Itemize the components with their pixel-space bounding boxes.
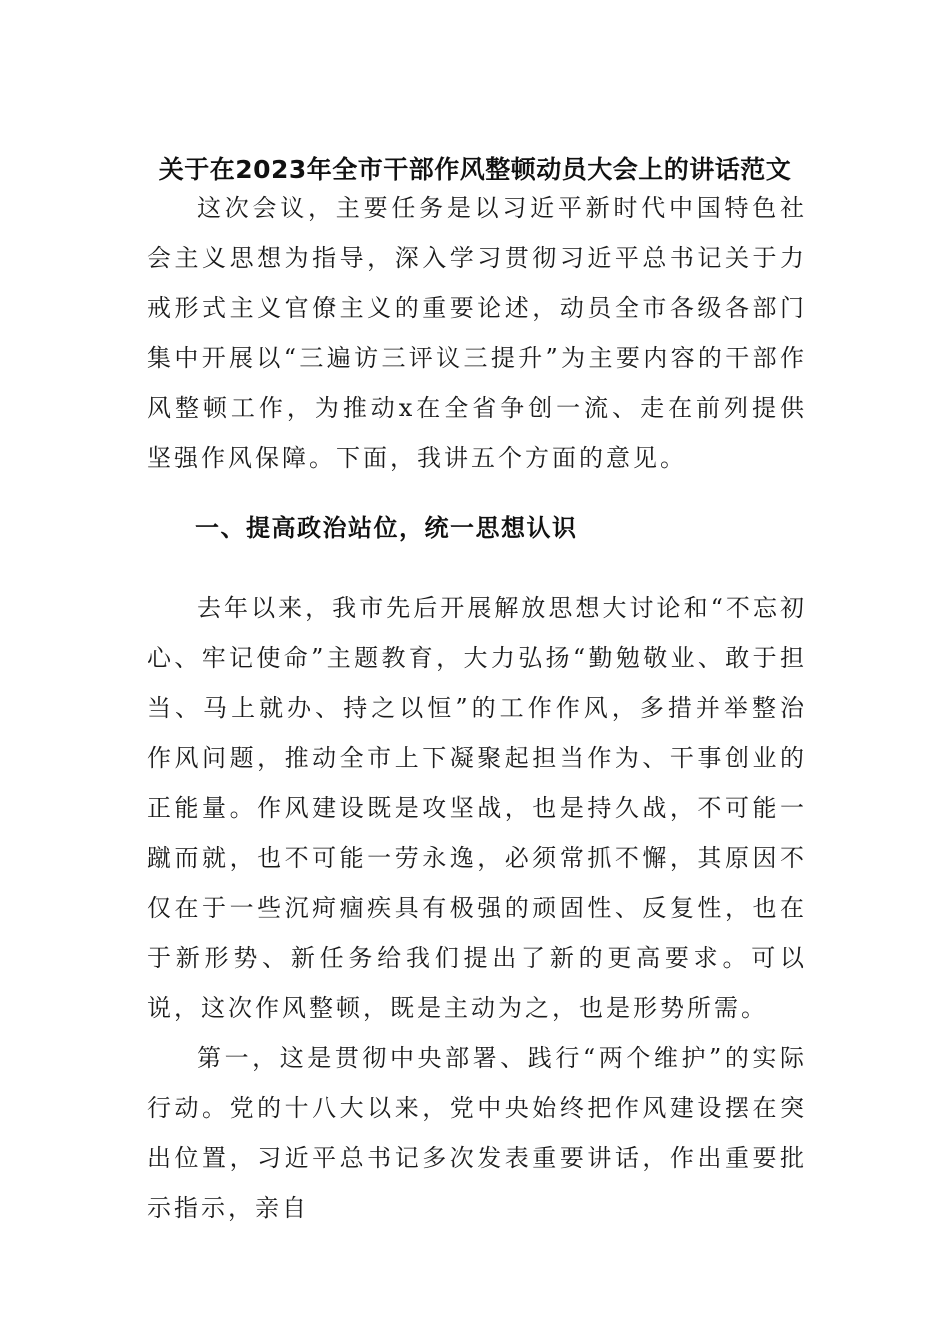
section-heading: 一、提高政治站位，统一思想认识 [195, 514, 578, 542]
body-paragraph: 去年以来，我市先后开展解放思想大讨论和“不忘初心、牢记使命”主题教育，大力弘扬“勤勉敬业、敢于担当、马上就办、持之以恒”的工作作风，多措并举整治作风问题，推动全市上下凝聚起担当作为、干事创业的正能量。作风建设既是攻坚战，也是持久战，不可能一蹴而就，也不可能一劳永逸，必须常抓不懈，其原因不仅在于一些沉疴痼疾具有极强的顽固性、反复性，也在于新形势、新任务给我们提出了新的更高要求。可以说，这次作风整顿，既是主动为之，也是形势所需。 [147, 594, 807, 1022]
document-title: 关于在2023年全市干部作风整顿动员大会上的讲话范文 [158, 154, 792, 184]
intro-paragraph: 这次会议，主要任务是以习近平新时代中国特色社会主义思想为指导，深入学习贯彻习近平总书记关于力戒形式主义官僚主义的重要论述，动员全市各级各部门集中开展以“三遍访三评议三提升”为主要内容的干部作风整顿工作，为推动x在全省争创一流、走在前列提供坚强作风保障。下面，我讲五个方面的意见。 [147, 194, 807, 472]
body-paragraph: 第一，这是贯彻中央部署、践行“两个维护”的实际行动。党的十八大以来，党中央始终把作风建设摆在突出位置，习近平总书记多次发表重要讲话，作出重要批示指示，亲自 [147, 1044, 807, 1222]
